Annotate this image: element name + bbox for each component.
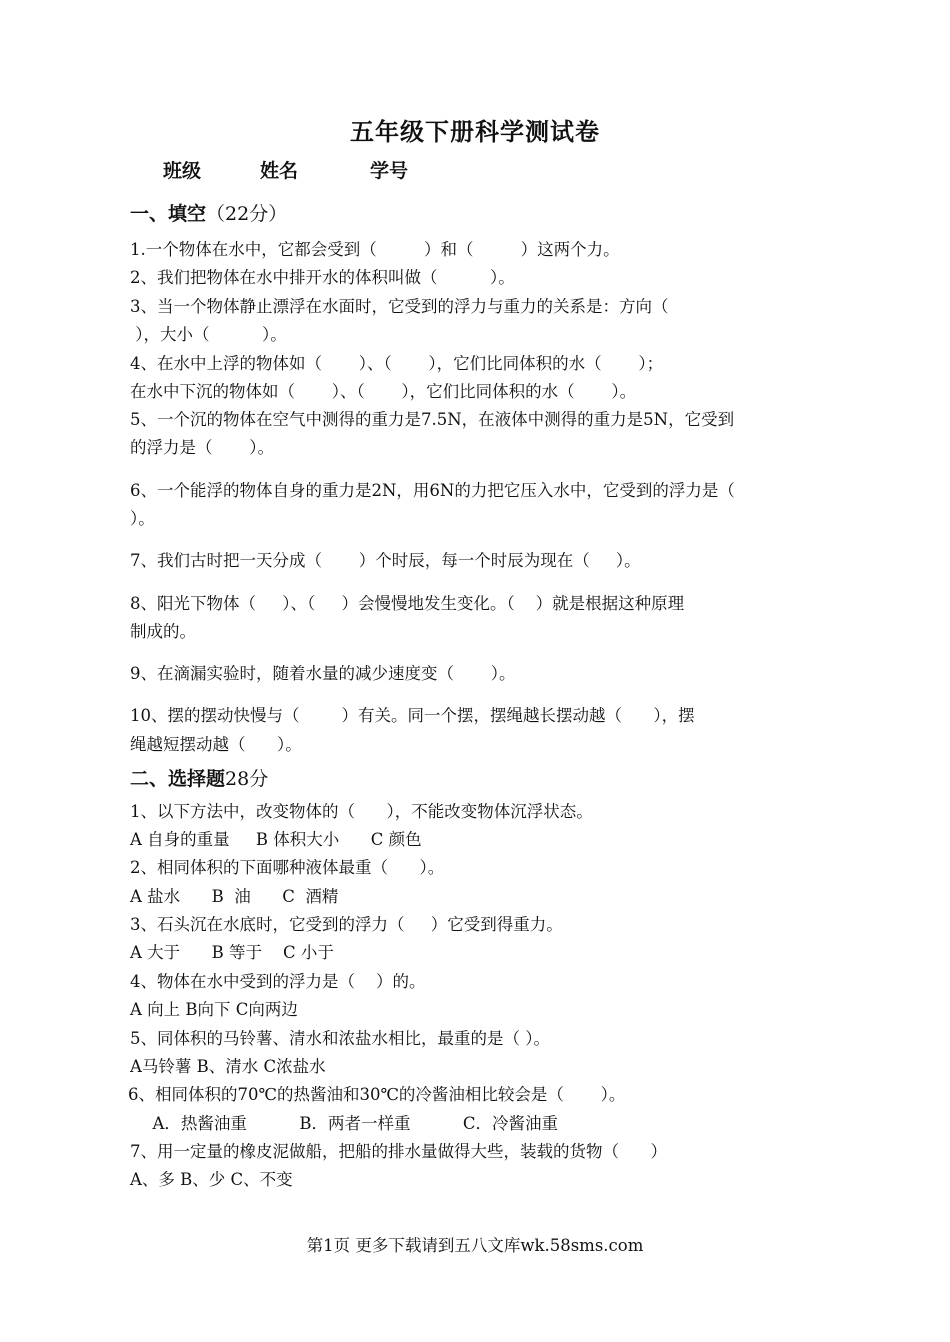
fill-line: 绳越短摆动越（ ）。 — [130, 735, 302, 754]
section1-heading — [130, 199, 287, 226]
fill-line: 4、在水中上浮的物体如（ ）、（ ），它们比同体积的水（ ）； — [130, 354, 664, 373]
choice-line: A、多 B、少 C、不变 — [130, 1170, 293, 1189]
fill-line: 7、我们古时把一天分成（ ）个时辰，每一个时辰为现在（ ）。 — [130, 551, 641, 570]
section1-score: （22分） — [206, 203, 288, 225]
section1-title: 一、填空 — [130, 203, 207, 225]
fill-line: 8、阳光下物体（ ）、（ ）会慢慢地发生变化。（ ）就是根据这种原理 — [130, 594, 685, 613]
choice-line: A马铃薯 B、清水 C浓盐水 — [130, 1057, 326, 1076]
choice-line: 5、同体积的马铃薯、清水和浓盐水相比，最重的是（ ）。 — [130, 1029, 550, 1048]
fill-line: 2、我们把物体在水中排开水的体积叫做（ ）。 — [130, 268, 515, 287]
fill-line: 制成的。 — [130, 622, 196, 641]
choice-line: A．热酱油重 B．两者一样重 C．冷酱油重 — [142, 1114, 559, 1133]
student-id-label: 学号 — [370, 160, 409, 182]
fill-line: 在水中下沉的物体如（ ）、（ ），它们比同体积的水（ ）。 — [130, 382, 637, 401]
section2-heading — [130, 764, 268, 791]
fill-line: ），大小（ ）。 — [130, 325, 287, 344]
choice-line: 3、石头沉在水底时，它受到的浮力（ ）它受到得重力。 — [130, 915, 563, 934]
fill-line: 3、当一个物体静止漂浮在水面时，它受到的浮力与重力的关系是：方向（ — [130, 297, 669, 316]
choice-line: 2、相同体积的下面哪种液体最重（ ）。 — [130, 858, 445, 877]
choice-line: 1、以下方法中，改变物体的（ ），不能改变物体沉浮状态。 — [130, 802, 593, 821]
choice-line: A 盐水 B 油 C 酒精 — [130, 887, 339, 906]
fill-line: 9、在滴漏实验时，随着水量的减少速度变（ ）。 — [130, 664, 516, 683]
page-footer: 第1页 更多下载请到五八文库wk.58sms.com — [306, 1236, 644, 1255]
choice-line: A 自身的重量 B 体积大小 C 颜色 — [130, 830, 422, 849]
section2-title: 二、选择题 — [130, 768, 226, 790]
choice-line: A 大于 B 等于 C 小于 — [130, 943, 334, 962]
section2-score: 28分 — [225, 768, 269, 790]
choice-line: A 向上 B向下 C向两边 — [130, 1000, 298, 1019]
choice-line: 7、用一定量的橡皮泥做船，把船的排水量做得大些，装载的货物（ ） — [130, 1142, 667, 1161]
name-label: 姓名 — [260, 160, 299, 182]
fill-line: ）。 — [130, 509, 155, 528]
fill-line: 10、摆的摆动快慢与（ ）有关。同一个摆，摆绳越长摆动越（ ），摆 — [130, 706, 695, 725]
fill-line: 1.一个物体在水中，它都会受到（ ）和（ ）这两个力。 — [130, 240, 620, 259]
page-title: 五年级下册科学测试卷 — [350, 117, 600, 146]
fill-line: 6、一个能浮的物体自身的重力是2N，用6N的力把它压入水中，它受到的浮力是（ — [130, 481, 735, 500]
choice-line: 4、物体在水中受到的浮力是（ ）的。 — [130, 972, 426, 991]
class-label: 班级 — [163, 160, 202, 182]
choice-line: 6、相同体积的70℃的热酱油和30℃的冷酱油相比较会是（ ）。 — [128, 1085, 626, 1104]
fill-line: 的浮力是（ ）。 — [130, 438, 274, 457]
fill-line: 5、一个沉的物体在空气中测得的重力是7.5N，在液体中测得的重力是5N，它受到 — [130, 410, 735, 429]
